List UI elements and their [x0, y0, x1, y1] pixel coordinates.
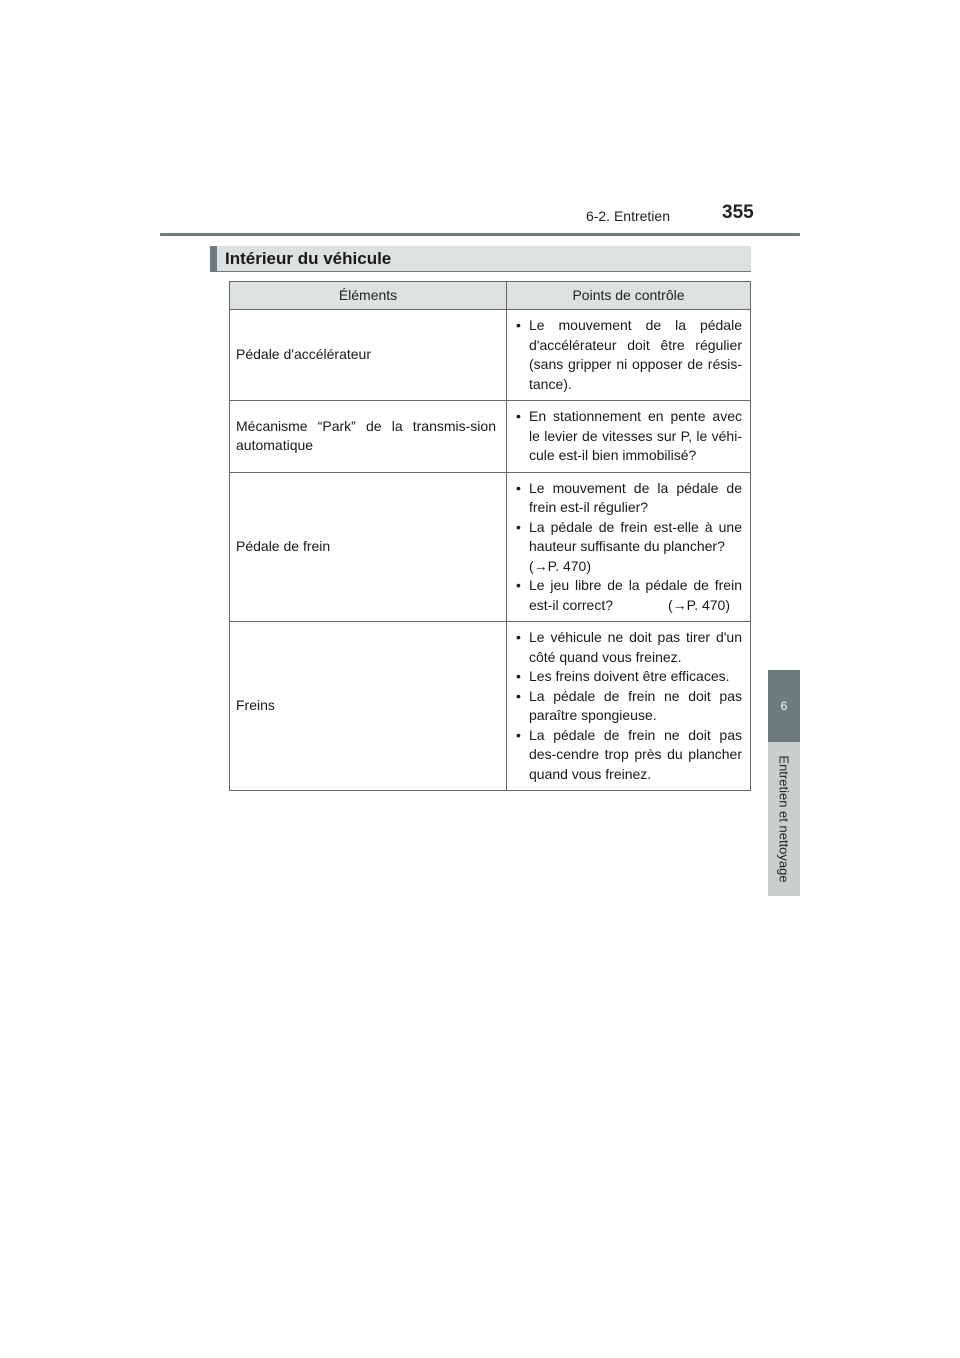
checkpoint-item	[515, 479, 742, 518]
checkpoint-item	[515, 667, 742, 687]
checkpoint-text: Le mouvement de la pédale de frein est-il régulier?	[529, 479, 742, 515]
page-reference: (→P. 470)	[668, 596, 730, 613]
checkpoint-text: Le mouvement de la pédale d'accélérateur doit être régulier (sans gripper ni opposer de résis-tance).	[529, 317, 742, 392]
chapter-label: Entretien et nettoyage	[776, 755, 792, 883]
table-row	[230, 401, 751, 473]
page-reference: (→P. 470)	[529, 557, 591, 574]
checkpoint-text: Le jeu libre de la pédale de frein est-il correct?	[529, 577, 742, 613]
row-checkpoints	[507, 622, 751, 791]
chapter-tab	[768, 670, 800, 742]
checkpoint-item	[515, 726, 742, 785]
checkpoint-item	[515, 407, 742, 466]
checkpoint-text: La pédale de frein ne doit pas paraître spongieuse.	[529, 687, 742, 723]
header-rule	[160, 233, 800, 236]
checkpoint-text: La pédale de frein est-elle à une hauteur suffisante du plancher?	[529, 518, 742, 554]
checkpoint-item	[515, 518, 742, 577]
row-item: Pédale d'accélérateur	[230, 310, 507, 401]
checkpoint-text: La pédale de frein ne doit pas des-cendre trop près du plancher quand vous freinez.	[529, 726, 742, 782]
row-checkpoints	[507, 472, 751, 622]
column-header-items: Éléments	[230, 282, 507, 310]
header-section-label: 6-2. Entretien	[585, 208, 670, 224]
table-header-row	[230, 282, 751, 310]
column-header-checkpoints: Points de contrôle	[507, 282, 751, 310]
checkpoint-item	[515, 628, 742, 667]
row-item: Pédale de frein	[230, 472, 507, 622]
table-row	[230, 310, 751, 401]
checkpoint-item	[515, 687, 742, 726]
checkpoint-item	[515, 316, 742, 394]
checkpoint-text: En stationnement en pente avec le levier de vitesses sur P, le véhi-cule est-il bien immobilisé?	[529, 408, 742, 463]
row-item: Mécanisme “Park” de la transmis-sion automatique	[230, 401, 507, 473]
page-number: 355	[722, 202, 754, 223]
checkpoint-item	[515, 576, 742, 615]
table-row	[230, 622, 751, 791]
row-item: Freins	[230, 622, 507, 791]
row-checkpoints	[507, 310, 751, 401]
row-checkpoints	[507, 401, 751, 473]
inspection-table	[229, 281, 751, 791]
checkpoint-text: Le véhicule ne doit pas tirer d'un côté quand vous freinez.	[529, 629, 742, 665]
checkpoint-text: Les freins doivent être efficaces.	[529, 668, 730, 684]
chapter-number: 6	[780, 699, 788, 713]
table-row	[230, 472, 751, 622]
section-title: Intérieur du véhicule	[210, 246, 751, 272]
